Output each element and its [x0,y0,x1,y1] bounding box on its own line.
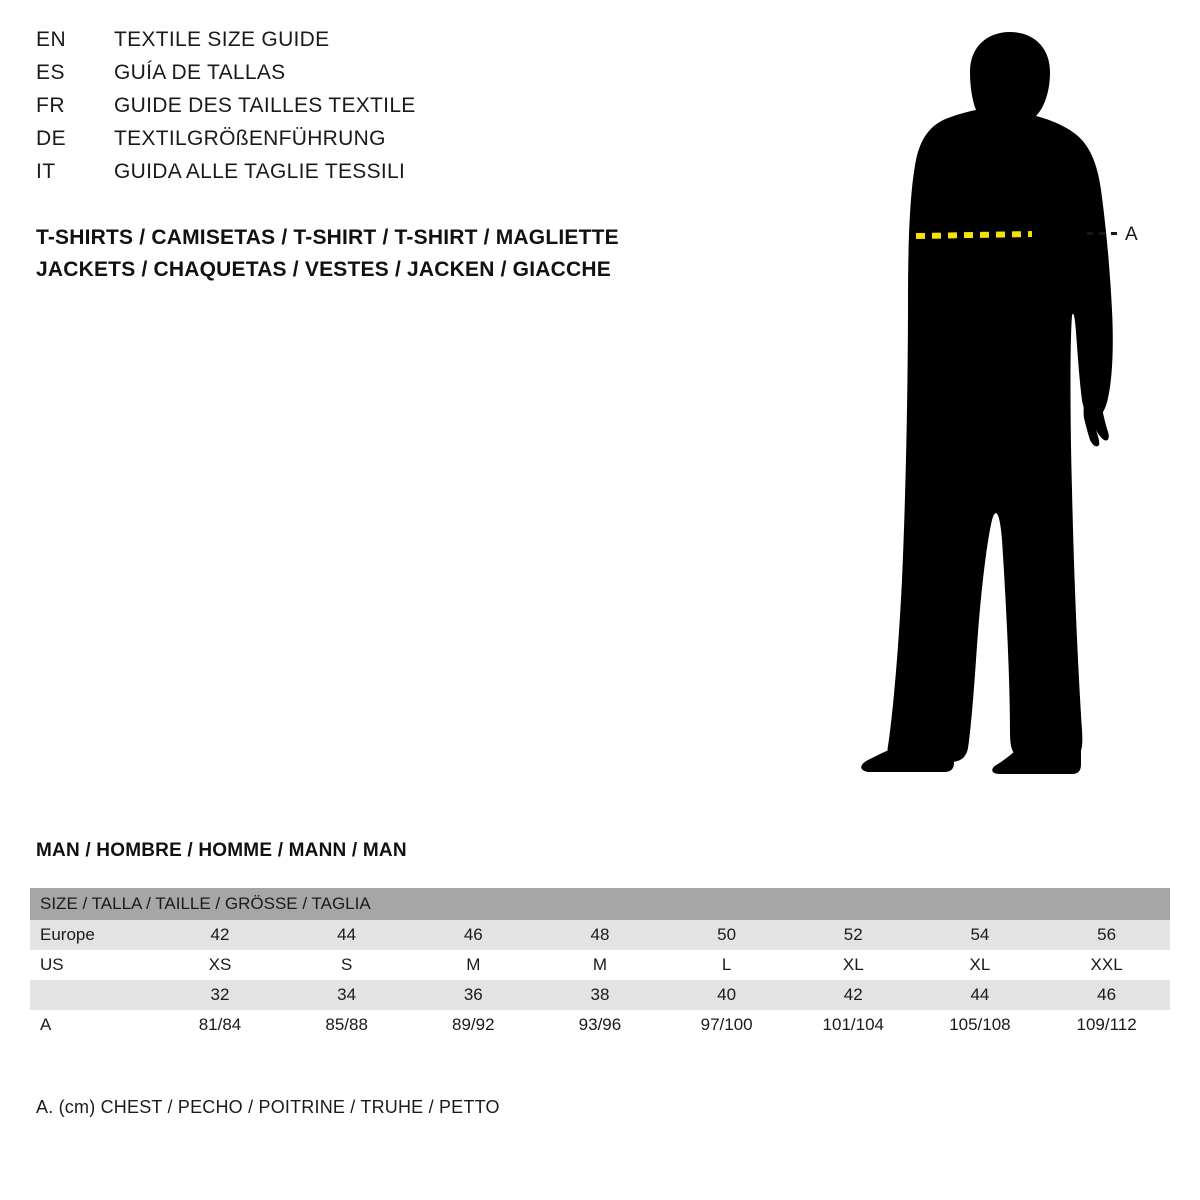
language-title: GUIDE DES TAILLES TEXTILE [114,94,416,117]
table-cell: 32 [157,980,284,1010]
row-label: A [30,1010,157,1040]
language-title: TEXTILE SIZE GUIDE [114,28,330,51]
gender-title: MAN / HOMBRE / HOMME / MANN / MAN [36,840,407,861]
language-row [36,94,756,127]
language-title: TEXTILGRÖßENFÜHRUNG [114,127,386,150]
man-silhouette-figure [820,20,1180,800]
table-cell: 56 [1043,920,1170,950]
table-row [30,1010,1170,1040]
table-cell: XL [917,950,1044,980]
table-cell: XL [790,950,917,980]
table-row [30,980,1170,1010]
language-row [36,28,756,61]
table-cell: 97/100 [663,1010,790,1040]
table-cell: 48 [537,920,664,950]
language-title: GUIDA ALLE TAGLIE TESSILI [114,160,406,183]
silhouette-icon [820,20,1180,800]
footnote-chest-measurement: A. (cm) CHEST / PECHO / POITRINE / TRUHE / PETTO [36,1097,500,1117]
language-row [36,160,756,193]
table-cell: 93/96 [537,1010,664,1040]
language-code: ES [36,61,66,84]
table-cell: 105/108 [917,1010,1044,1040]
table-cell: 81/84 [157,1010,284,1040]
table-cell: XXL [1043,950,1170,980]
table-cell: 54 [917,920,1044,950]
table-cell: 52 [790,920,917,950]
table-cell: 44 [917,980,1044,1010]
table-header-row [30,888,1170,920]
table-cell: 40 [663,980,790,1010]
table-cell: 50 [663,920,790,950]
language-code: FR [36,94,65,117]
table-cell: 101/104 [790,1010,917,1040]
measure-label-a: A [1125,224,1138,245]
language-code: IT [36,160,56,183]
row-label: Europe [30,920,157,950]
table-cell: 34 [283,980,410,1010]
size-table-wrapper [30,888,1170,1040]
table-header-label: SIZE / TALLA / TAILLE / GRÖSSE / TAGLIA [30,888,1170,920]
table-cell: 109/112 [1043,1010,1170,1040]
table-cell: M [537,950,664,980]
table-cell: 42 [157,920,284,950]
table-cell: 46 [410,920,537,950]
table-cell: S [283,950,410,980]
table-cell: 38 [537,980,664,1010]
table-cell: 89/92 [410,1010,537,1040]
language-title: GUÍA DE TALLAS [114,61,286,84]
language-code: DE [36,127,67,150]
table-cell: 85/88 [283,1010,410,1040]
table-cell: XS [157,950,284,980]
table-row [30,920,1170,950]
language-code: EN [36,28,67,51]
measure-leader-dashes [1087,232,1117,235]
size-table [30,888,1170,1040]
table-cell: 36 [410,980,537,1010]
row-label: US [30,950,157,980]
garment-category-block [36,222,796,286]
table-row [30,950,1170,980]
table-cell: 44 [283,920,410,950]
category-jackets: JACKETS / CHAQUETAS / VESTES / JACKEN / GIACCHE [36,258,611,281]
category-tshirts: T-SHIRTS / CAMISETAS / T-SHIRT / T-SHIRT / MAGLIETTE [36,226,619,249]
language-row [36,61,756,94]
row-label [30,980,157,1010]
table-cell: L [663,950,790,980]
language-row [36,127,756,160]
language-header-block [36,28,756,193]
table-cell: 42 [790,980,917,1010]
table-cell: M [410,950,537,980]
table-cell: 46 [1043,980,1170,1010]
